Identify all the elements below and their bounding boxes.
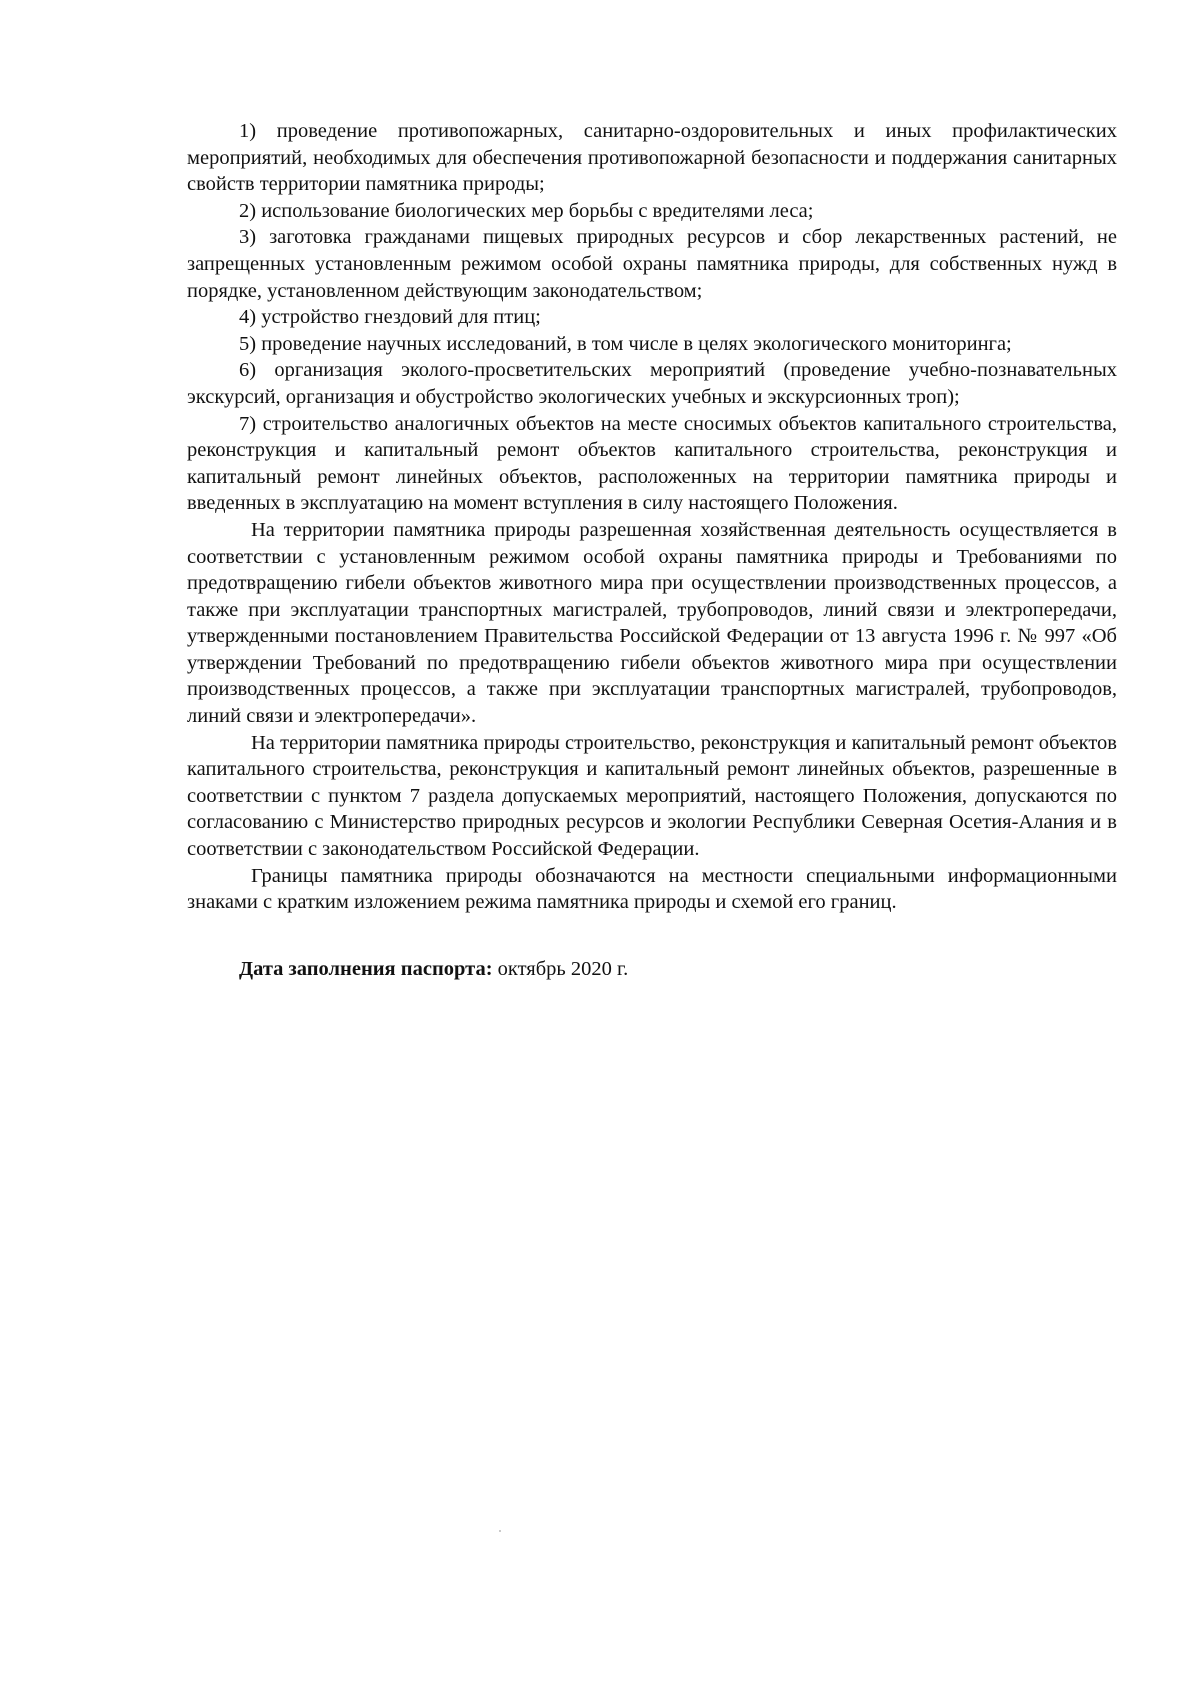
list-item-4: 4) устройство гнездовий для птиц; bbox=[239, 306, 541, 329]
document-body bbox=[187, 118, 1117, 982]
paragraph-economic-activity: На территории памятника природы разрешенная хозяйственная деятельность осуществляется в соответствии с установленным режимом особой охраны памятника природы и Требованиями по предотвращению гибели объектов животного мира при осуществлении производственных процессов, а также при эксплуатации транспортных магистралей, трубопроводов, линий связи и электропередачи, утвержденными постановлением Правительства Российской Федерации от 13 августа 1996 г. № 997 «Об утверждении Требований по предотвращению гибели объектов животного мира при осуществлении производственных процессов, а также при эксплуатации транспортных магистралей, трубопроводов, линий связи и электропередачи». bbox=[187, 518, 1117, 728]
fill-date-line bbox=[187, 956, 1117, 983]
list-item-2: 2) использование биологических мер борьбы с вредителями леса; bbox=[239, 199, 814, 222]
paragraph-construction: На территории памятника природы строительство, реконструкция и капитальный ремонт объектов капитального строительства, реконструкция и капитальный ремонт линейных объектов, разрешенные в соответствии с пунктом 7 раздела допускаемых мероприятий, настоящего Положения, допускаются по согласованию с Министерство природных ресурсов и экологии Республики Северная Осетия-Алания и в соответствии с законодательством Российской Федерации. bbox=[187, 731, 1117, 861]
list-item-1: 1) проведение противопожарных, санитарно-оздоровительных и иных профилактических мероприятий, необходимых для обеспечения противопожарной безопасности и поддержания санитарных свойств территории памятника природы; bbox=[187, 120, 1117, 196]
list-item-5: 5) проведение научных исследований, в том числе в целях экологического мониторинга; bbox=[239, 332, 1012, 355]
list-item-6: 6) организация эколого-просветительских мероприятий (проведение учебно-познавательных экскурсий, организация и обустройство экологических учебных и экскурсионных троп); bbox=[187, 359, 1117, 408]
scan-speck bbox=[499, 1530, 501, 1532]
fill-date-value: октябрь 2020 г. bbox=[492, 957, 629, 980]
list-item-7: 7) строительство аналогичных объектов на месте сносимых объектов капитального строительства, реконструкция и капитальный ремонт объектов капитального строительства, реконструкция и капитальный ремонт линейных объектов, расположенных на территории памятника природы и введенных в эксплуатацию на момент вступления в силу настоящего Положения. bbox=[187, 412, 1117, 515]
paragraph-boundaries: Границы памятника природы обозначаются на местности специальными информационными знаками с кратким изложением режима памятника природы и схемой его границ. bbox=[187, 864, 1117, 914]
fill-date-label: Дата заполнения паспорта: bbox=[239, 957, 493, 980]
list-item-3: 3) заготовка гражданами пищевых природных ресурсов и сбор лекарственных растений, не запрещенных установленным режимом особой охраны памятника природы, для собственных нужд в порядке, установленном действующим законодательством; bbox=[187, 226, 1117, 302]
